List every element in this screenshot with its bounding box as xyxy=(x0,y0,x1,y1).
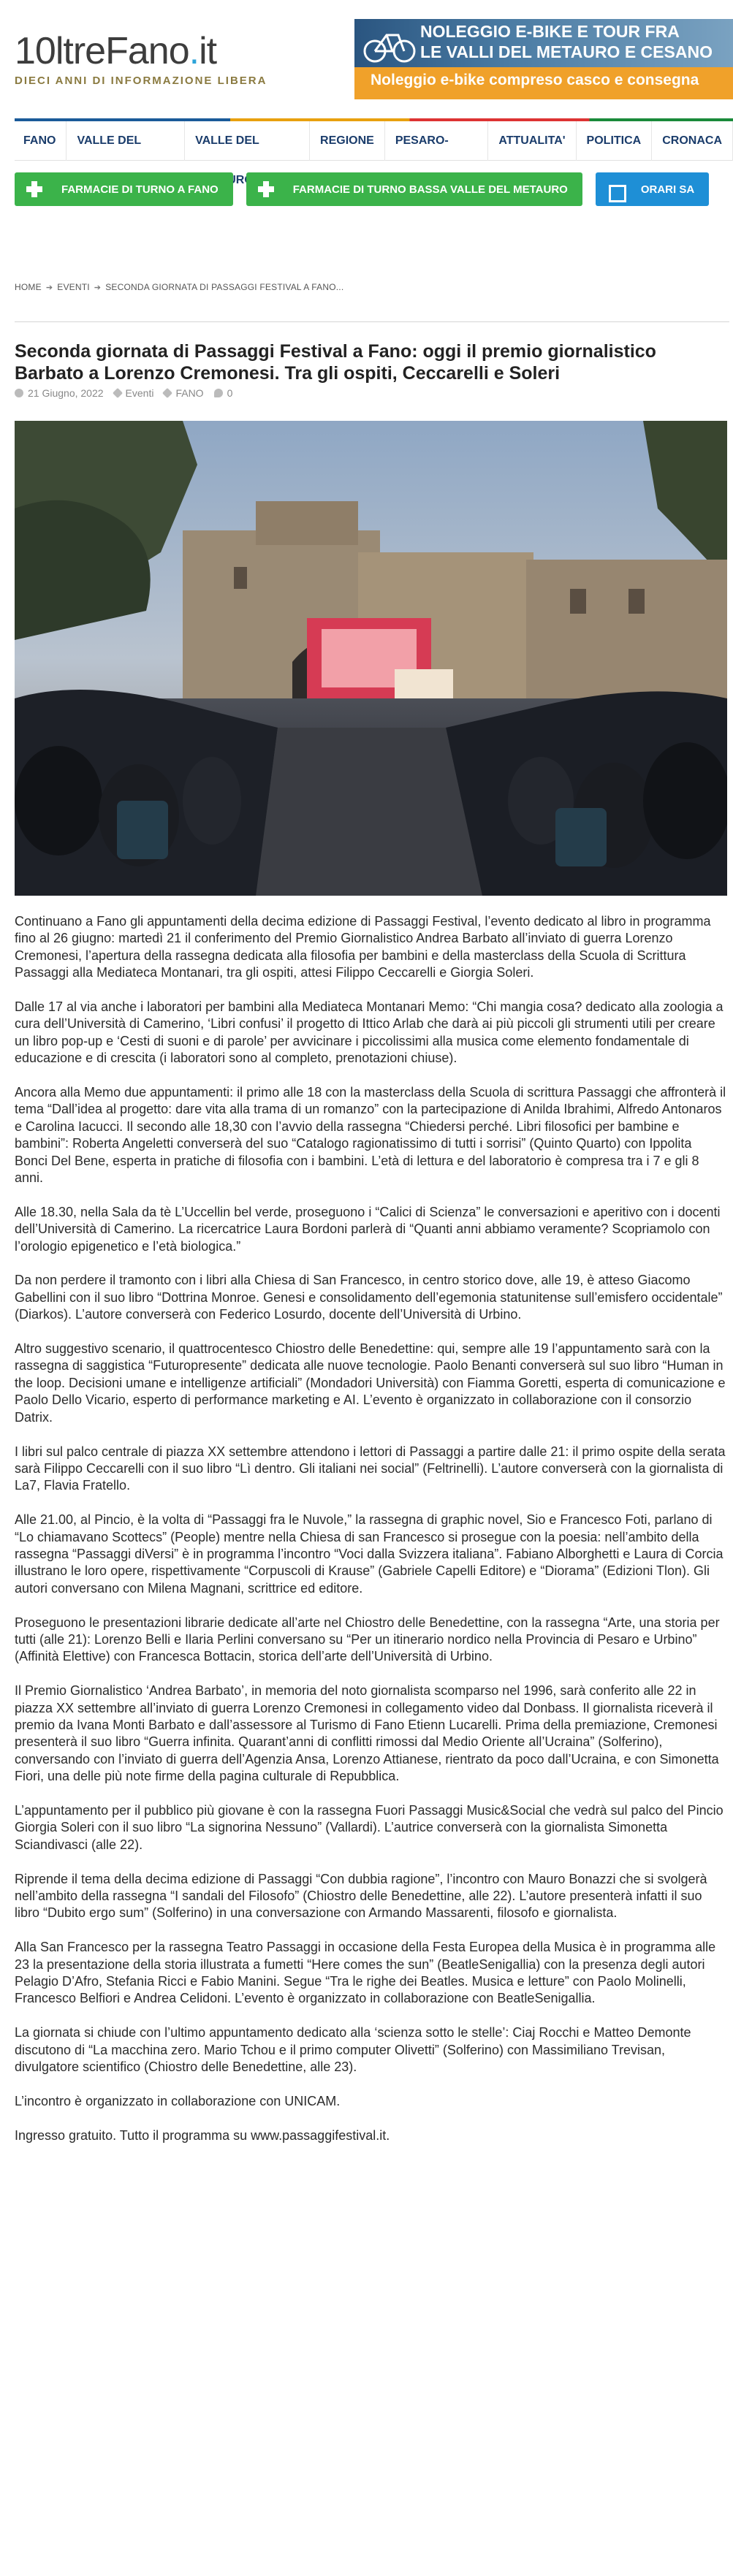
meta-comments[interactable] xyxy=(214,387,233,399)
site-logo[interactable] xyxy=(15,29,307,88)
article-paragraph: Alle 21.00, al Pincio, è la volta di “Passaggi fra le Nuvole,” la rassegna di graphic novel, Sio e Francesco Foti, parlano di “Lo chiamavano Scottecs” (People) mentre nella Chiesa di san Francesco si prosegue con la poesia: nell’ambito della rassegna “Passaggi diVersi” è in programma l’incontro “Voci dalla Svizzera italiana”. Fabiano Alborghetti e Laura di Corcia illustrano le loro opere, rispettivamente “Corpuscoli di Krause” (Gabriele Capelli Editore) e “Diorama” (Edizioni Tlon). Gli autori conversano con Milena Magnani, scrittrice ed editore. xyxy=(15,1512,723,1596)
quick-link-orari[interactable] xyxy=(596,172,709,206)
meta-date-text: 21 Giugno, 2022 xyxy=(28,387,104,399)
article-title: Seconda giornata di Passaggi Festival a Fano: oggi il premio giornalistico Barbato a Lorenzo Cremonesi. Tra gli ospiti, Ceccarelli e Soleri xyxy=(15,341,656,384)
ad-banner-ebike[interactable] xyxy=(354,19,733,99)
banner-line-2: LE VALLI DEL METAURO E CESANO xyxy=(420,42,713,61)
logo-tagline: DIECI ANNI DI INFORMAZIONE LIBERA xyxy=(15,75,267,87)
breadcrumb-eventi[interactable]: EVENTI xyxy=(57,282,90,292)
article-paragraph: L’incontro è organizzato in collaborazione con UNICAM. xyxy=(15,2093,341,2108)
breadcrumb-current: SECONDA GIORNATA DI PASSAGGI FESTIVAL A FANO... xyxy=(105,282,344,292)
logo-oltre: ltre xyxy=(55,30,106,72)
logo-wordmark xyxy=(15,29,307,73)
article-paragraph: Alla San Francesco per la rassegna Teatro Passaggi in occasione della Festa Europea della Musica è in programma alle 23 la presentazione della storia illustrata a fumetti “Here comes the sun” (BeatleSenigallia) con la presenza degli autori Pelagio D’Afro, Stefania Ricci e Fabio Manini. Segue “Tra le righe dei Beatles. Musica e letture” con Paolo Molinelli, Francesco Belfiori e Andrea Celidoni. L’evento è organizzato in collaborazione con BeatleSenigallia. xyxy=(15,1940,716,2006)
nav-item-regione[interactable]: REGIONE xyxy=(310,121,385,161)
breadcrumb-arrow-icon: ➔ xyxy=(94,283,102,292)
article-paragraph: Proseguono le presentazioni librarie dedicate all’arte nel Chiostro delle Benedettine, con la rassegna “Arte, una storia per tutti (alle 21): Lorenzo Belli e Ilaria Perlini conversano su “Per un itinerario nordico nella Provincia di Pesaro e Urbino” (Affinità Elettive) con Francesca Bottacin, storica dell’arte dell’Università di Urbino. xyxy=(15,1615,720,1664)
breadcrumb-home[interactable]: HOME xyxy=(15,282,42,292)
article-paragraph: Alle 18.30, nella Sala da tè L’Uccellin bel verde, proseguono i “Calici di Scienza” le conversazioni e aperitivo con i docenti dell’Università di Camerino. La ricercatrice Laura Bordoni parlerà di “Quanti anni abbiamo veramente? Scopriamolo con l’orologio epigenetico e l’età biologica.” xyxy=(15,1204,721,1254)
logo-fano: Fano xyxy=(105,30,189,72)
nav-item-pesaro-urbino[interactable]: PESARO- xyxy=(385,121,489,161)
article-paragraph: Il Premio Giornalistico ‘Andrea Barbato’, in memoria del noto giornalista scomparso nel 1996, sarà conferito alle 22 in piazza XX settembre all’inviato di guerra Lorenzo Cremonesi in collegamento video dal Donbass. Il giornalista riceverà il premio da Ivana Monti Barbato e dall’assessore al Turismo di Fano Etienn Lucarelli. Prima della premiazione, Cremonesi presenterà il suo libro “Guerra infinita. Quarant’anni di conflitti rimossi dal Medio Oriente all’Ucraina” (Solferino), conversando con l’inviato di guerra dell’Agenzia Ansa, Lorenzo Attianese, rientrato da poco dall’Ucraina, e con Simonetta Fiori, una delle più note firme della pagina culturale di Repubblica. xyxy=(15,1683,719,1784)
nav-item-valle-del-metauro[interactable]: VALLE DEL xyxy=(185,121,310,161)
article-paragraph: Ancora alla Memo due appuntamenti: il primo alle 18 con la masterclass della Scuola di scrittura Passaggi che affronterà il tema “Dall’idea al progetto: dare vita alla trama di un romanzo” con la partecipazione di Anilda Ibrahimi, Alfredo Antonaros e Carolina Iacucci. Il secondo alle 18,30 con l’avvio della rassegna “Chiedersi perché. Libri filosofici per bambine e bambini”: Roberta Angeletti converserà del suo “Catalogo ragionatissimo di tutti i sorrisi” (Quinto Quarto) con Ippolita Bonci Del Bene, esperta in pratiche di filosofia con i bambini. L’età di lettura e del laboratorio è compresa tra i 7 e gli 8 anni. xyxy=(15,1085,726,1186)
quick-links-bar xyxy=(15,172,709,206)
meta-tag[interactable] xyxy=(164,387,203,399)
breadcrumb-divider xyxy=(15,321,729,322)
breadcrumb xyxy=(15,282,343,292)
article-paragraph: Altro suggestivo scenario, il quattrocentesco Chiostro delle Benedettine: qui, sempre alle 19 l’appuntamento sarà con la rassegna di saggistica “Futuropresente” dedicata alle nuove tecnologie. Paolo Benanti converserà sul suo libro “Human in the loop. Decisioni umane e intelligenze artificiali” (Mondadori Università) con Fiamma Goretti, esperta di comunicazione e Paolo Dello Vicario, esperto di performance marketing e AI. L’evento è organizzato in collaborazione con il consorzio Datrix. xyxy=(15,1341,726,1425)
nav-item-politica[interactable]: POLITICA xyxy=(577,121,653,161)
article-paragraph: I libri sul palco centrale di piazza XX settembre attendono i lettori di Passaggi a partire dalle 21: il primo ospite della serata sarà Filippo Ceccarelli con il suo libro “Lì dentro. Gli italiani nei social” (Feltrinelli). L’autore converserà con la giornalista di La7, Flavia Fratello. xyxy=(15,1444,726,1493)
logo-dot: . xyxy=(189,30,200,72)
quick-link-farmacie-metauro[interactable] xyxy=(246,172,582,206)
logo-it: it xyxy=(199,30,217,72)
article-paragraph: L’appuntamento per il pubblico più giovane è con la rassegna Fuori Passaggi Music&Social che vedrà sul palco del Pincio Giorgia Soleri con il suo libro “La signorina Nessuno” (Vallardi). L’autrice converserà con la giornalista Simonetta Sciandivasci (alle 22). xyxy=(15,1802,723,1852)
nav-item-attualita[interactable]: ATTUALITA' xyxy=(488,121,576,161)
nav-item-fano[interactable]: FANO xyxy=(15,121,67,161)
meta-category-text: Eventi xyxy=(125,387,154,399)
meta-comments-count: 0 xyxy=(227,387,233,399)
pharmacy-cross-icon xyxy=(258,181,274,197)
article-paragraph: Continuano a Fano gli appuntamenti della decima edizione di Passaggi Festival, l’evento dedicato al libro in programma fino al 26 giugno: martedì 21 il conferimento del Premio Giornalistico Andrea Barbato all’inviato di guerra Lorenzo Cremonesi, l’apertura della rassegna dedicata alla filosofia per bambini e della masterclass della Scuola di Scrittura Passaggi alla Mediateca Montanari, tra gli ospiti, attesi Filippo Ceccarelli e Giorgia Soleri. xyxy=(15,914,711,980)
clock-icon xyxy=(15,389,23,397)
site-header xyxy=(0,0,733,110)
main-nav xyxy=(15,121,733,161)
banner-line-3: Noleggio e-bike compreso casco e consegna xyxy=(371,72,699,88)
nav-item-valle-del-cesano[interactable]: VALLE DEL xyxy=(67,121,185,161)
article-hero-image xyxy=(15,421,727,896)
article-paragraph: Dalle 17 al via anche i laboratori per bambini alla Mediateca Montanari Memo: “Chi mangia cosa? dedicato alla zoologia a cura dell’Università di Camerino, ‘Libri confusi’ il progetto di Ittico Arlab che darà ai più piccoli gli strumenti utili per creare un libro pop-up e ‘Cesti di suoni e di parole’ per avvicinare i piccolissimi alla musica come elemento fondamentale di educazione e di crescita (i laboratori sono al completo, prenotazioni chiuse). xyxy=(15,999,723,1066)
nav-item-cronaca[interactable]: CRONACA xyxy=(652,121,733,161)
quick-link-farmacie-fano[interactable] xyxy=(15,172,233,206)
breadcrumb-arrow-icon: ➔ xyxy=(45,283,53,292)
article-paragraph: La giornata si chiude con l’ultimo appuntamento dedicato alla ‘scienza sotto le stelle’: Ciaj Rocchi e Matteo Demonte discutono di “La macchina zero. Mario Tchou e il primo computer Olivetti” (Solferino) con Massimiliano Trevisan, divulgatore scientifico (Chiostro delle Benedettine, alle 23). xyxy=(15,2025,691,2075)
building-icon xyxy=(607,180,625,198)
quick-link-label: FARMACIE DI TURNO A FANO xyxy=(61,183,219,196)
festival-crowd-photo xyxy=(15,421,727,896)
article-paragraph: Da non perdere il tramonto con i libri alla Chiesa di San Francesco, in centro storico dove, alle 19, è atteso Giacomo Gabellini con il suo libro “Dottrina Monroe. Genesi e consolidamento dell’egemonia statunitense sull’emisfero occidentale” (Diarkos). L’autore converserà con Federico Losurdo, docente dell’Università di Urbino. xyxy=(15,1273,723,1322)
comment-icon xyxy=(214,389,223,397)
meta-date xyxy=(15,387,104,399)
meta-category[interactable] xyxy=(114,387,154,399)
article-body xyxy=(15,913,727,2161)
quick-link-label: ORARI SA xyxy=(640,183,695,196)
tag-icon xyxy=(162,388,172,398)
logo-number: 10 xyxy=(15,30,56,72)
article-paragraph: Ingresso gratuito. Tutto il programma su www.passaggifestival.it. xyxy=(15,2127,390,2143)
ebike-icon xyxy=(354,19,420,67)
banner-line-1: NOLEGGIO E-BIKE E TOUR FRA xyxy=(420,22,680,41)
article-meta xyxy=(15,387,232,399)
quick-link-label: FARMACIE DI TURNO BASSA VALLE DEL METAURO xyxy=(292,183,568,196)
pharmacy-cross-icon xyxy=(26,181,42,197)
article-paragraph: Riprende il tema della decima edizione di Passaggi “Con dubbia ragione”, l’incontro con Mauro Bonazzi che si svolgerà nell’ambito della rassegna “I sandali del Filosofo” (Chiostro delle Benedettine, alle 22). L’autore presenterà infatti il suo libro “Dubito ergo sum” (Solferino) in una conversazione con Armando Massarenti, filosofo e giornalista. xyxy=(15,1871,707,1921)
folder-icon xyxy=(112,388,122,398)
meta-tag-text: FANO xyxy=(175,387,204,399)
